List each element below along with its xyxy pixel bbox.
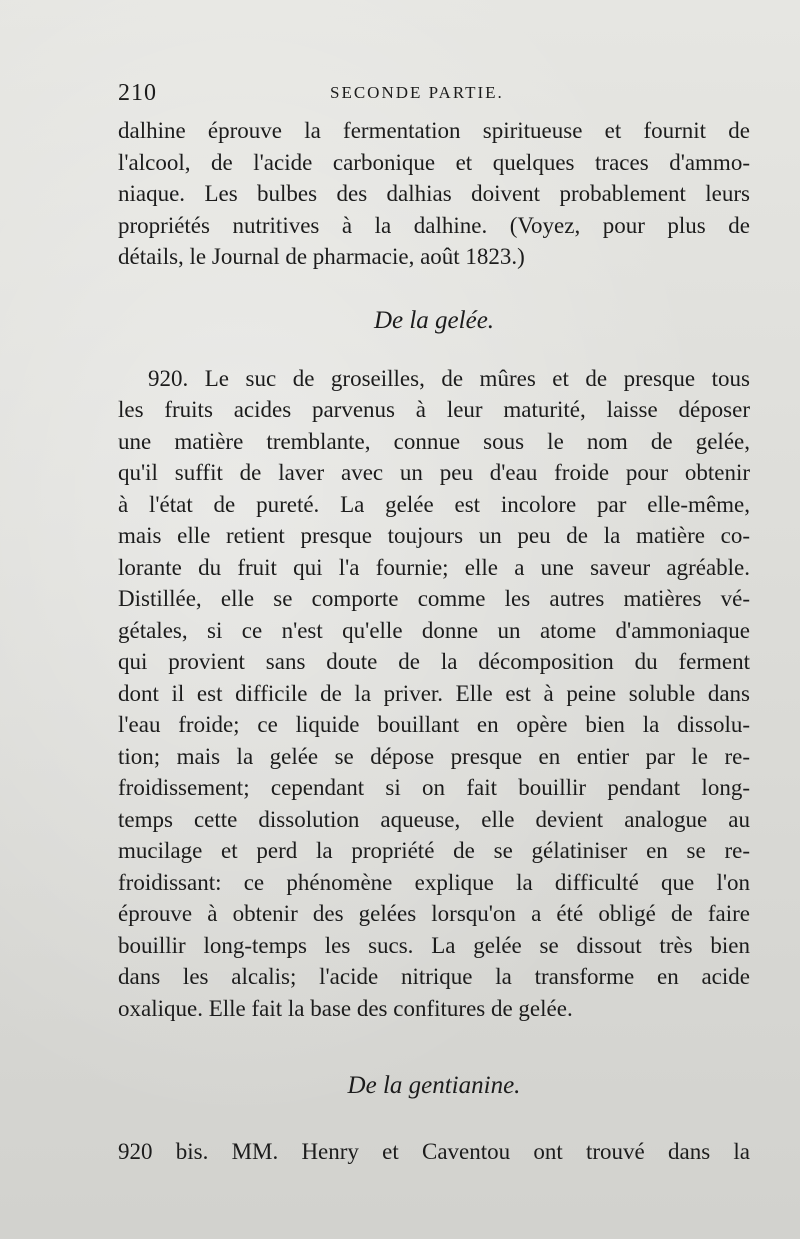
page-header <box>118 80 738 108</box>
continuation-paragraph <box>118 115 750 273</box>
text-line: niaque. Les bulbes des dalhias doivent probablement leurs <box>118 181 750 206</box>
text-line: mucilage et perd la propriété de se gélatiniser en se re- <box>118 838 750 863</box>
text-line: lorante du fruit qui l'a fournie; elle a une saveur agréable. <box>118 554 750 580</box>
text-line: une matière tremblante, connue sous le nom de gelée, <box>118 428 750 454</box>
running-head: SECONDE PARTIE. <box>330 83 504 102</box>
text-line: bouillir long-temps les sucs. La gelée se dissout très bien <box>118 932 750 958</box>
text-line: dans les alcalis; l'acide nitrique la transforme en acide <box>118 964 750 989</box>
body-text <box>118 115 750 1168</box>
paragraph-920 <box>118 363 750 1025</box>
text-line: mais elle retient presque toujours un peu de la matière co- <box>118 523 750 548</box>
text-line: oxalique. Elle fait la base des confitures de gelée. <box>118 995 573 1021</box>
text-line: l'eau froide; ce liquide bouillant en opère bien la dissolu- <box>118 712 750 737</box>
text-line: froidissant: ce phénomène explique la difficulté que l'on <box>118 869 750 895</box>
text-line: dalhine éprouve la fermentation spiritueuse et fournit de <box>118 118 750 143</box>
text-line: 920. Le suc de groseilles, de mûres et de presque tous <box>148 365 750 391</box>
text-line: dont il est difficile de la priver. Elle est à peine soluble dans <box>118 680 750 706</box>
text-line: détails, le Journal de pharmacie, août 1823.) <box>118 244 525 269</box>
section-heading-gentianine: De la gentianine. <box>347 1072 521 1099</box>
text-line: Distillée, elle se comporte comme les autres matières vé- <box>118 586 750 611</box>
text-line: à l'état de pureté. La gelée est incolore par elle-même, <box>118 491 750 517</box>
page-number: 210 <box>118 80 157 106</box>
text-line: 920 bis. MM. Henry et Caventou ont trouvé dans la <box>118 1139 750 1164</box>
paragraph-920-bis <box>118 1136 750 1168</box>
text-line: tion; mais la gelée se dépose presque en entier par le re- <box>118 743 750 769</box>
text-line: qui provient sans doute de la décomposition du ferment <box>118 649 750 674</box>
text-line: froidissement; cependant si on fait bouillir pendant long- <box>118 775 750 800</box>
text-line: éprouve à obtenir des gelées lorsqu'on a été obligé de faire <box>118 901 750 926</box>
text-line: qu'il suffit de laver avec un peu d'eau froide pour obtenir <box>118 460 750 485</box>
text-line: l'alcool, de l'acide carbonique et quelques traces d'ammo- <box>118 149 750 175</box>
text-line: propriétés nutritives à la dalhine. (Voyez, pour plus de <box>118 212 750 238</box>
text-line: temps cette dissolution aqueuse, elle devient analogue au <box>118 806 750 832</box>
text-line: gétales, si ce n'est qu'elle donne un atome d'ammoniaque <box>118 617 750 643</box>
text-line: les fruits acides parvenus à leur maturité, laisse déposer <box>118 397 750 422</box>
section-heading-gelee: De la gelée. <box>373 306 495 334</box>
